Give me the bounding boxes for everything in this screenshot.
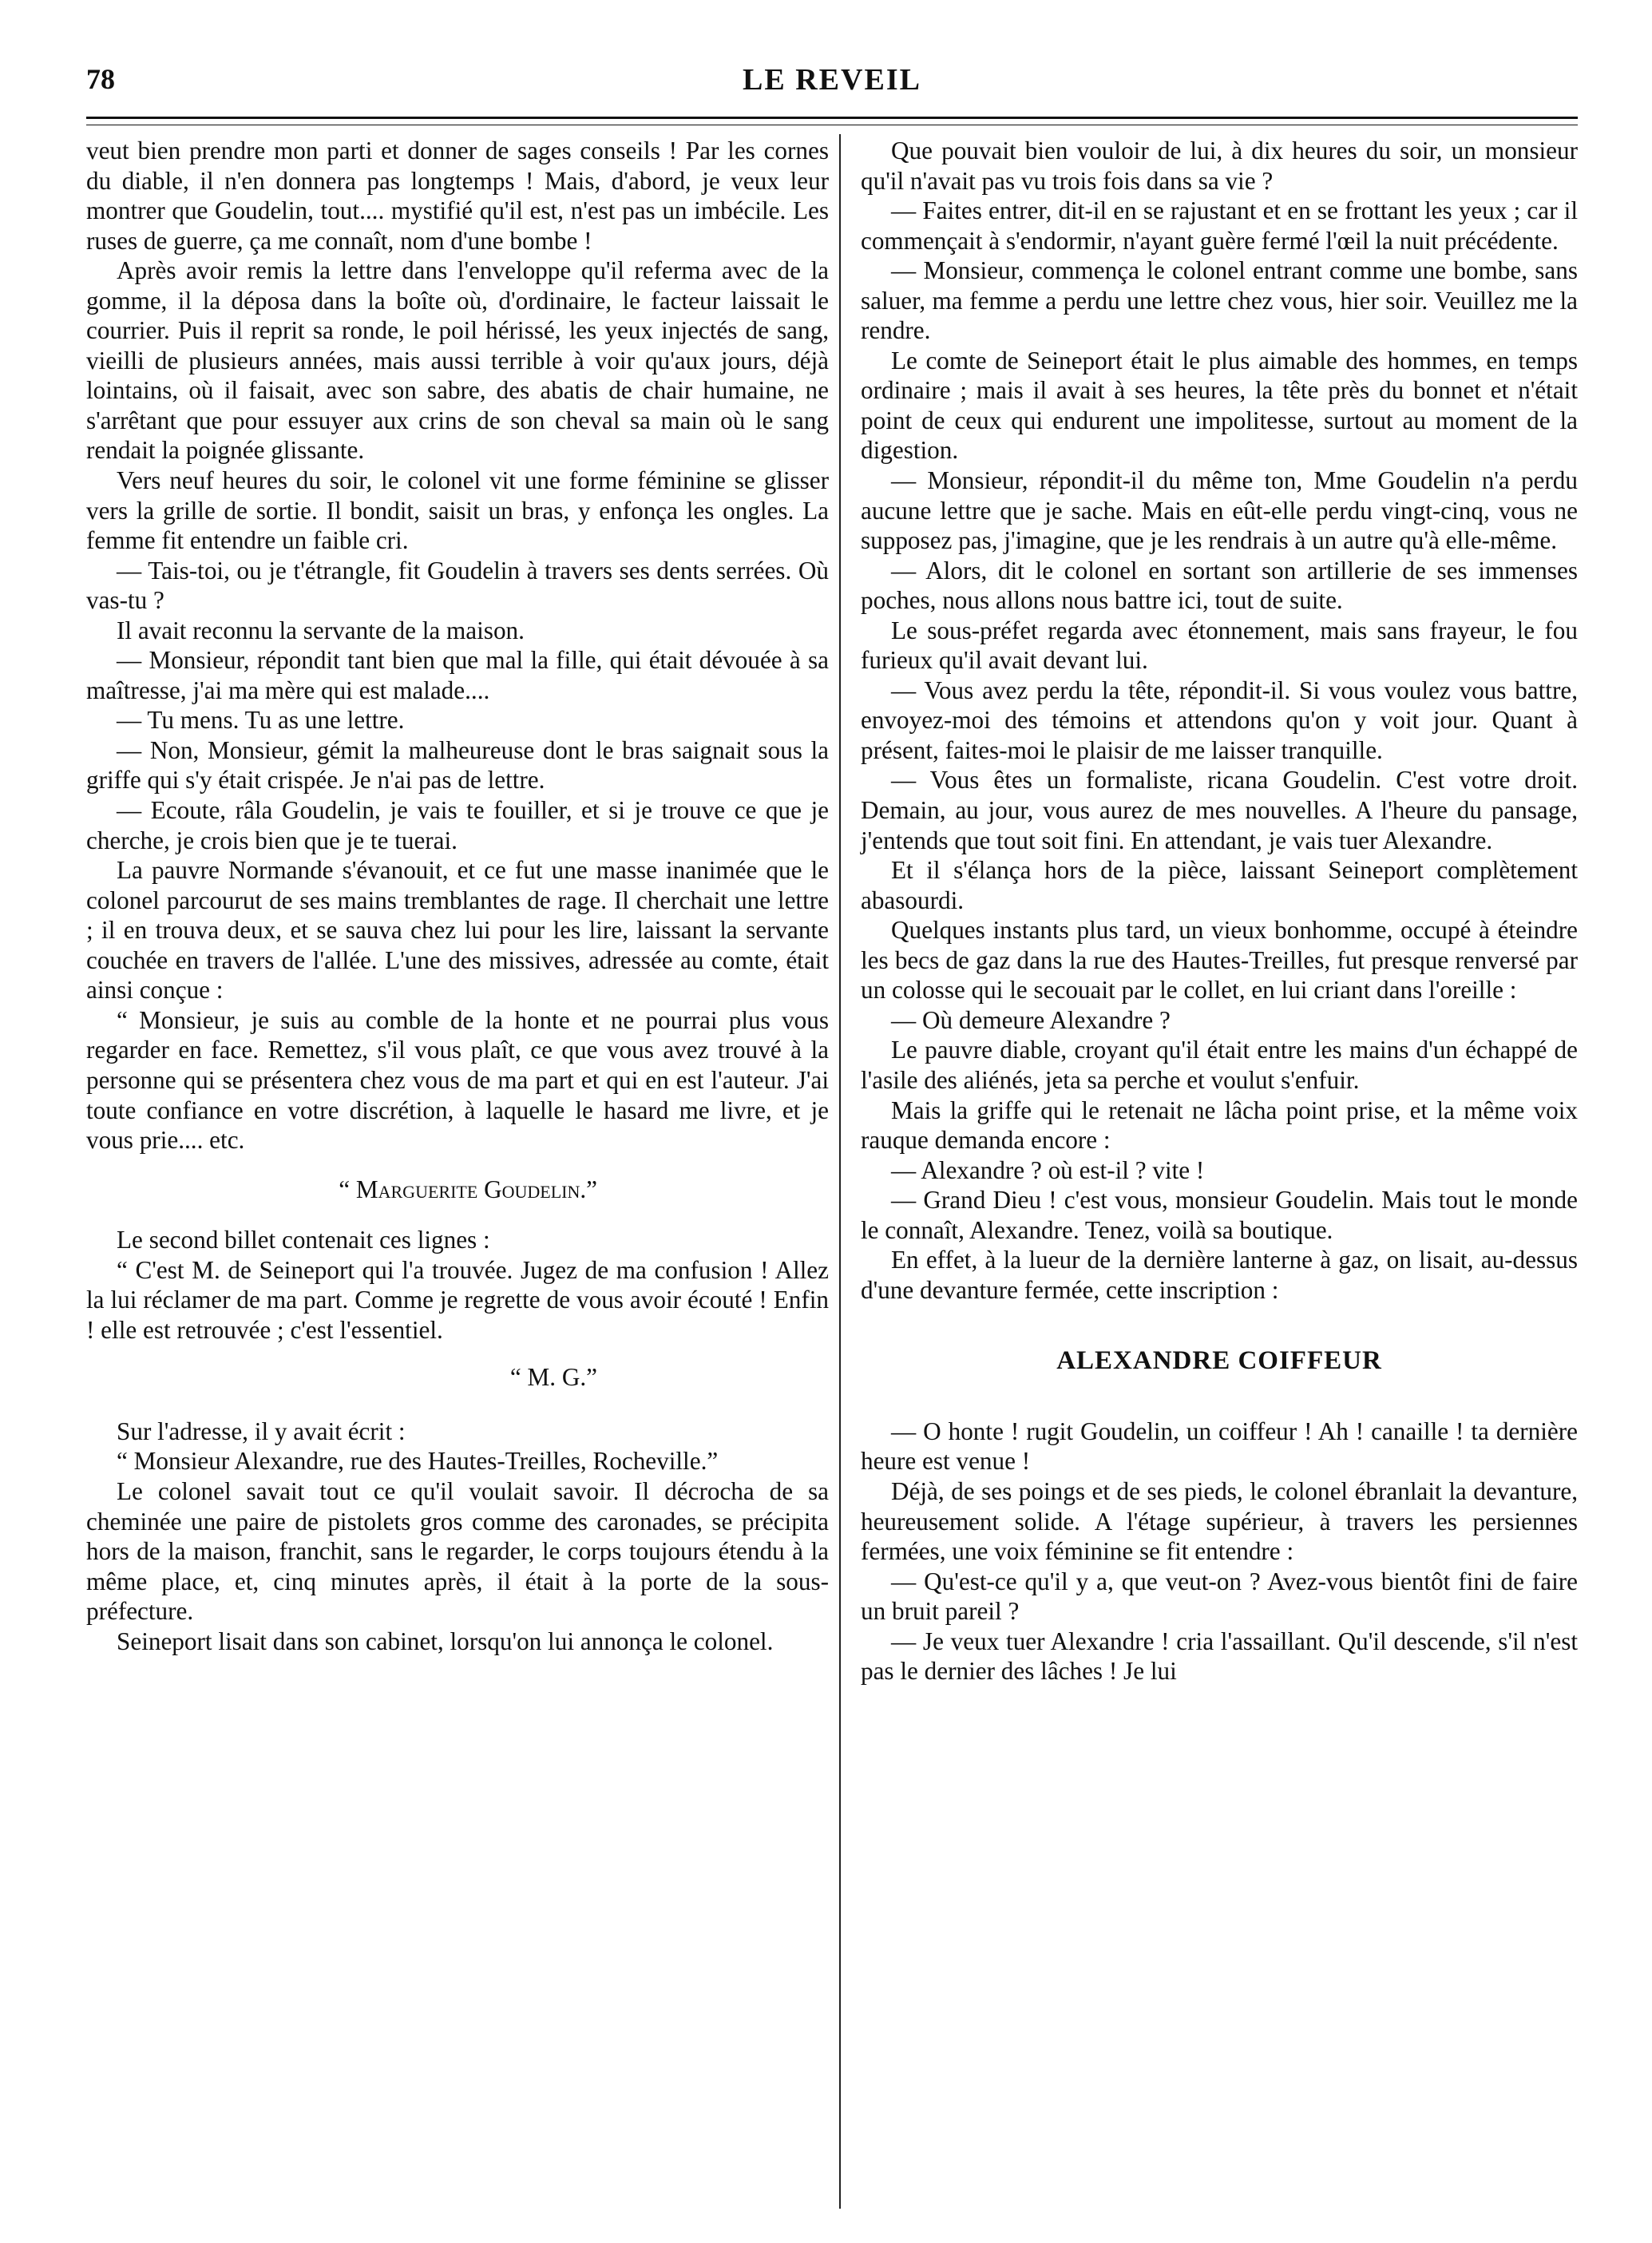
paragraph: La pauvre Normande s'évanouit, et ce fut une masse inanimée que le colonel parcourut de ses mains tremblantes de rage. Il cherchait une lettre ; il en trouva deux, et se sauva chez lui pour les lire, laissant la servante couchée en travers de l'allée. L'une des missives, adressée au comte, était ainsi conçue : (86, 856, 829, 1005)
letter-signature: “ M. G.” (509, 1363, 597, 1392)
paragraph: — Qu'est-ce qu'il y a, que veut-on ? Avez-vous bientôt fini de faire un bruit pareil ? (861, 1567, 1578, 1626)
address-quote: “ Monsieur Alexandre, rue des Hautes-Treilles, Rocheville.” (117, 1447, 719, 1476)
paragraph: veut bien prendre mon parti et donner de sages conseils ! Par les cornes du diable, il n'en donnera pas longtemps ! Mais, d'abord, je veux leur montrer que Goudelin, tout.... mystifié qu'il est, n'est pas un imbécile. Les ruses de guerre, ça me connaît, nom d'une bombe ! (86, 137, 829, 255)
paragraph: Après avoir remis la lettre dans l'enveloppe qu'il referma avec de la gomme, il la déposa dans la boîte où, d'ordinaire, le facteur laissait le courrier. Puis il reprit sa ronde, le poil hérissé, les yeux injectés de sang, vieilli de plusieurs années, mais aussi terrible à voir qu'aux jours, déjà lointains, où il faisait, avec son sabre, des abatis de chair humaine, ne s'arrêtant que pour essuyer aux crins de son cheval sa main où le sang rendait la poignée glissante. (86, 256, 829, 465)
paragraph: — Alexandre ? où est-il ? vite ! (891, 1155, 1205, 1184)
left-column (86, 136, 829, 1656)
paragraph: — Grand Dieu ! c'est vous, monsieur Goudelin. Mais tout le monde le connaît, Alexandre. Tenez, voilà sa boutique. (861, 1186, 1578, 1244)
paragraph: — Tais-toi, ou je t'étrangle, fit Goudelin à travers ses dents serrées. Où vas-tu ? (86, 556, 829, 615)
paragraph: Le sous-préfet regarda avec étonnement, mais sans frayeur, le fou furieux qu'il avait devant lui. (861, 616, 1578, 675)
shop-inscription: ALEXANDRE COIFFEUR (1056, 1346, 1382, 1376)
letter-quote: “ C'est M. de Seineport qui l'a trouvée. Jugez de ma confusion ! Allez la lui réclamer de ma part. Comme je regrette de vous avoir écouté ! Enfin ! elle est retrouvée ; c'est l'essentiel. (86, 1255, 829, 1344)
paragraph: — Tu mens. Tu as une lettre. (117, 706, 405, 735)
paragraph: Le pauvre diable, croyant qu'il était entre les mains d'un échappé de l'asile des aliénés, jeta sa perche et voulut s'enfuir. (861, 1036, 1578, 1094)
paragraph: Il avait reconnu la servante de la maison. (117, 616, 525, 644)
paragraph: Déjà, de ses poings et de ses pieds, le colonel ébranlait la devanture, heureusement solide. A l'étage supérieur, à travers les persiennes fermées, une voix féminine se fit entendre : (861, 1476, 1578, 1566)
paragraph: Et il s'élança hors de la pièce, laissant Seineport complètement abasourdi. (861, 856, 1578, 914)
paragraph: Le colonel savait tout ce qu'il voulait savoir. Il décrocha de sa cheminée une paire de pistolets gros comme des caronades, se précipita hors de la maison, franchit, sans le regarder, le corps toujours étendu à la même place, et, cinq minutes après, il était à la porte de la sous-préfecture. (86, 1476, 829, 1626)
paragraph: — Où demeure Alexandre ? (891, 1005, 1171, 1034)
paragraph: En effet, à la lueur de la dernière lanterne à gaz, on lisait, au-dessus d'une devanture fermée, cette inscription : (861, 1246, 1578, 1304)
paragraph: — Ecoute, râla Goudelin, je vais te fouiller, et si je trouve ce que je cherche, je crois bien que je te tuerai. (86, 796, 829, 854)
paragraph: — Non, Monsieur, gémit la malheureuse dont le bras saignait sous la griffe qui s'y était crispée. Je n'ai pas de lettre. (86, 735, 829, 795)
paragraph: Vers neuf heures du soir, le colonel vit une forme féminine se glisser vers la grille de sortie. Il bondit, saisit un bras, y enfonça les ongles. La femme fit entendre un faible cri. (86, 466, 829, 555)
page-number: 78 (86, 63, 115, 95)
paragraph: — Vous êtes un formaliste, ricana Goudelin. C'est votre droit. Demain, au jour, vous aurez de mes nouvelles. A l'heure du pansage, j'entends que tout soit fini. En attendant, je vais tuer Alexandre. (861, 766, 1578, 854)
paragraph: — Vous avez perdu la tête, répondit-il. Si vous voulez vous battre, envoyez-moi des témoins et attendons qu'on y voit jour. Quant à présent, faites-moi le plaisir de me laisser tranquille. (861, 676, 1578, 764)
column-divider (839, 134, 841, 2209)
paragraph: Quelques instants plus tard, un vieux bonhomme, occupé à éteindre les becs de gaz dans la rue des Hautes-Treilles, fut presque renversé par un colosse qui le secouait par le collet, en lui criant dans l'oreille : (861, 916, 1578, 1005)
paragraph: Le comte de Seineport était le plus aimable des hommes, en temps ordinaire ; mais il avait à ses heures, la tête près du bonnet et n'était point de ceux qui endurent une impolitesse, surtout au moment de la digestion. (861, 346, 1578, 465)
paragraph: — Faites entrer, dit-il en se rajustant et en se frottant les yeux ; car il commençait à s'endormir, n'ayant guère fermé l'œil la nuit précédente. (861, 196, 1578, 255)
page-header (86, 57, 1578, 113)
paragraph: Le second billet contenait ces lignes : (117, 1226, 490, 1254)
paragraph: Seineport lisait dans son cabinet, lorsqu'on lui annonça le colonel. (117, 1627, 774, 1655)
running-title: LE REVEIL (743, 63, 921, 97)
paragraph: Mais la griffe qui le retenait ne lâcha point prise, et la même voix rauque demanda encore : (861, 1096, 1578, 1155)
right-column (861, 136, 1578, 1686)
header-rule-thick (86, 117, 1578, 119)
paragraph: — Je veux tuer Alexandre ! cria l'assaillant. Qu'il descende, s'il n'est pas le dernier des lâches ! Je lui (861, 1627, 1578, 1686)
paragraph: Sur l'adresse, il y avait écrit : (117, 1417, 406, 1445)
letter-signature: “ Marguerite Goudelin.” (339, 1175, 597, 1203)
paragraph: — Monsieur, commença le colonel entrant comme une bombe, sans saluer, ma femme a perdu une lettre chez vous, hier soir. Veuillez me la rendre. (861, 256, 1578, 345)
paragraph: — O honte ! rugit Goudelin, un coiffeur ! Ah ! canaille ! ta dernière heure est venue ! (861, 1417, 1578, 1476)
letter-quote: “ Monsieur, je suis au comble de la honte et ne pourrai plus vous regarder en face. Remettez, s'il vous plaît, ce que vous avez trouvé à la personne qui se présentera chez vous de ma part et qui en est l'auteur. J'ai toute confiance en votre discrétion, à laquelle le hasard me livre, et je vous prie.... etc. (86, 1005, 829, 1155)
paragraph: — Alors, dit le colonel en sortant son artillerie de ses immenses poches, nous allons nous battre ici, tout de suite. (861, 556, 1578, 615)
paragraph: Que pouvait bien vouloir de lui, à dix heures du soir, un monsieur qu'il n'avait pas vu trois fois dans sa vie ? (861, 137, 1578, 195)
paragraph: — Monsieur, répondit tant bien que mal la fille, qui était dévouée à sa maîtresse, j'ai ma mère qui est malade.... (86, 646, 829, 704)
paragraph: — Monsieur, répondit-il du même ton, Mme Goudelin n'a perdu aucune lettre que je sache. Mais en eût-elle perdu vingt-cinq, vous ne supposez pas, j'imagine, que je les rendrais à un autre qu'à elle-même. (861, 466, 1578, 555)
